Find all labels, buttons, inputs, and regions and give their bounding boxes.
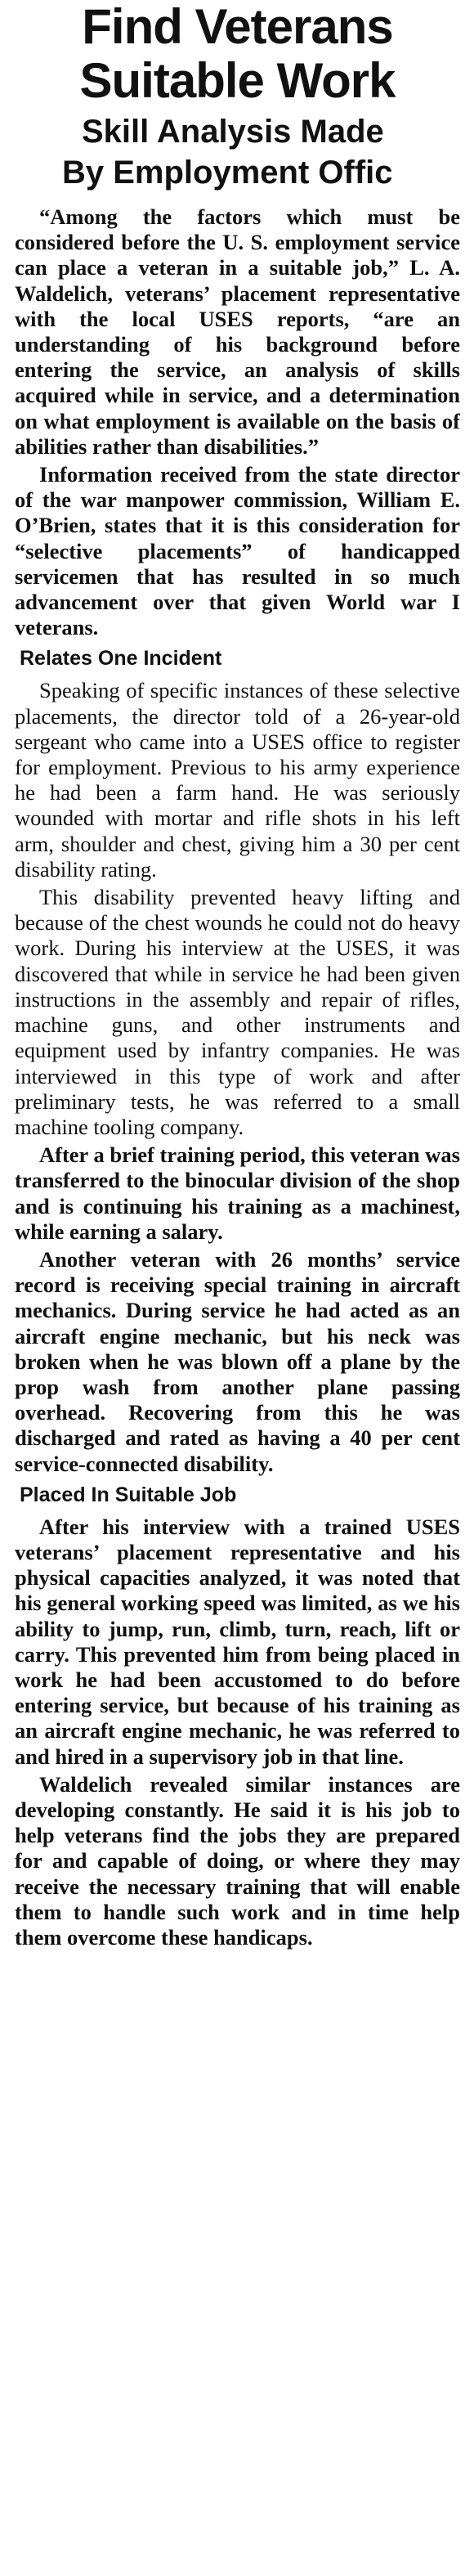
deck-line-1: Skill Analysis Made: [82, 114, 384, 150]
deck-subheadline: [15, 111, 460, 193]
section-subhead: Placed In Suitable Job: [20, 1483, 237, 1506]
section-subhead: Relates One Incident: [20, 647, 222, 671]
article-paragraph: Speaking of specific instances of these selective placements, the director told of a 26-year-old sergeant who came into a USES office to register for employment. Previous to his army experience he had been a farm hand. He was seriously wounded with mortar and rifle shots in his left arm, shoulder and chest, giving him a 30 per cent disability rating.: [15, 678, 460, 882]
headline: [15, 0, 460, 108]
headline-line-2: Suitable Work: [79, 53, 396, 108]
article-paragraph: After his interview with a trained USES veterans’ placement representative and his physical capacities analyzed, it was noted that his general working speed was limited, as we his ability to jump, run, climb, turn, reach, lift or carry. This prevented him from being placed in work he had been accustomed to do before entering service, but because of his training as an aircraft engine mechanic, he was referred to and hired in a supervisory job in that line.: [15, 1514, 460, 1769]
article-paragraph: After a brief training period, this veteran was transferred to the binocular division of the shop and is continuing his training as a machinest, while earning a salary.: [15, 1142, 460, 1244]
headline-line-1: Find Veterans: [82, 0, 393, 54]
article-paragraph: Another veteran with 26 months’ service record is receiving special training in aircraft mechanics. During service he had acted as an aircraft engine mechanic, but his neck was broken when he was blown off a plane by the prop wash from another plane passing overhead. Recovering from this he was discharged and rated as having a 40 per cent service-connected disability.: [15, 1246, 460, 1476]
article-paragraph: “Among the factors which must be considered before the U. S. employment service can place a veteran in a suitable job,” L. A. Waldelich, veterans’ placement representative with the local USES reports, “are an understanding of his background before entering the service, an analysis of skills acquired while in service, and a determination on what employment is available on the basis of abilities rather than disabilities.”: [15, 204, 460, 459]
article-paragraph: Waldelich revealed similar instances are developing constantly. He said it is his job to help veterans find the jobs they are prepared for and capable of doing, or where they may receive the necessary training that will enable them to handle such work and in time help them overcome these handicaps.: [15, 1771, 460, 1950]
article-paragraph: This disability prevented heavy lifting and because of the chest wounds he could not do heavy work. During his interview at the USES, it was discovered that while in service he had been given instructions in the assembly and repair of rifles, machine guns, and other instruments and equipment used by infantry companies. He was interviewed in this type of work and after preliminary tests, he was referred to a small machine tooling company.: [15, 885, 460, 1139]
article-body: [15, 204, 460, 1953]
article-paragraph: Information received from the state director of the war manpower commission, William E. O’Brien, states that it is this consideration for “selective placements” of handicapped servicemen that has resulted in so much advancement over that given World war I veterans.: [15, 462, 460, 640]
deck-line-2: By Employment Offic: [62, 155, 393, 191]
